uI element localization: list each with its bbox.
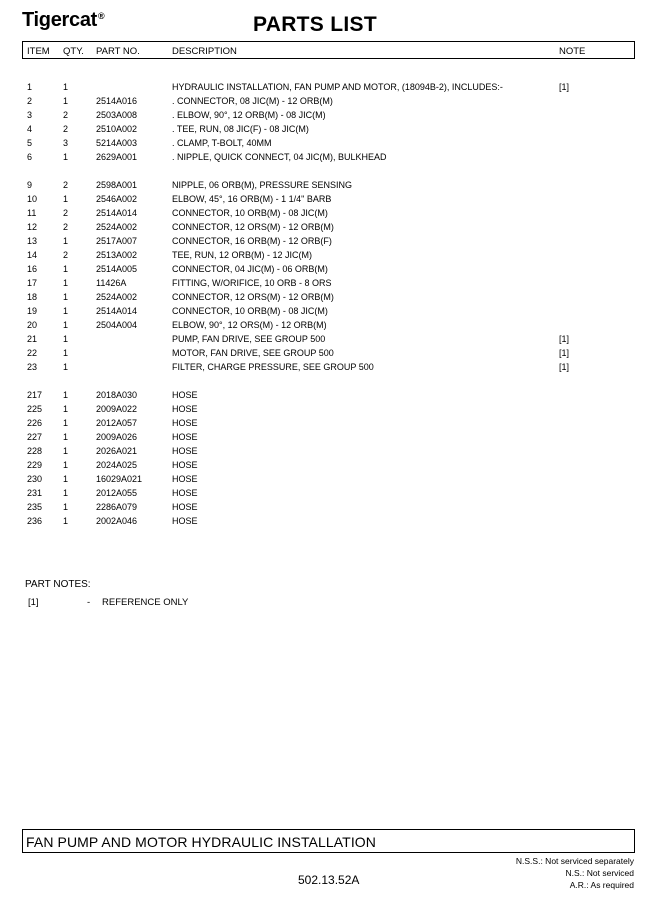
legend-ar: A.R.: As required	[569, 880, 634, 890]
part-number: 2009A026	[96, 432, 138, 442]
quantity: 2	[63, 110, 69, 120]
item-number: 235	[27, 502, 43, 512]
description: . ELBOW, 90°, 12 ORB(M) - 08 JIC(M)	[172, 110, 326, 120]
table-row	[0, 290, 649, 304]
quantity: 2	[63, 208, 69, 218]
part-number: 2503A008	[96, 110, 138, 120]
quantity: 1	[63, 488, 69, 498]
description: ELBOW, 90°, 12 ORS(M) - 12 ORB(M)	[172, 320, 327, 330]
part-number: 2018A030	[96, 390, 138, 400]
description: . TEE, RUN, 08 JIC(F) - 08 JIC(M)	[172, 124, 309, 134]
description: MOTOR, FAN DRIVE, SEE GROUP 500	[172, 348, 334, 358]
parts-table-body	[0, 80, 649, 528]
part-number: 2524A002	[96, 222, 138, 232]
note-ref: [1]	[559, 82, 570, 92]
quantity: 1	[63, 390, 69, 400]
item-number: 3	[27, 110, 33, 120]
part-number: 2026A021	[96, 446, 138, 456]
part-number: 2024A025	[96, 460, 138, 470]
table-row	[0, 332, 649, 346]
description: HOSE	[172, 446, 198, 456]
service-legend	[516, 855, 634, 891]
table-row	[0, 262, 649, 276]
note-ref: [1]	[559, 362, 570, 372]
quantity: 1	[63, 460, 69, 470]
table-row	[0, 80, 649, 94]
part-note-text: REFERENCE ONLY	[102, 597, 189, 608]
part-number: 2510A002	[96, 124, 138, 134]
item-number: 229	[27, 460, 43, 470]
part-notes-title: PART NOTES:	[25, 579, 91, 590]
table-row	[0, 472, 649, 486]
page-number: 502.13.52A	[298, 873, 360, 887]
description: HOSE	[172, 390, 198, 400]
table-row	[0, 234, 649, 248]
table-header	[22, 41, 635, 59]
quantity: 1	[63, 96, 69, 106]
item-number: 14	[27, 250, 38, 260]
quantity: 2	[63, 250, 69, 260]
item-number: 16	[27, 264, 38, 274]
description: TEE, RUN, 12 ORB(M) - 12 JIC(M)	[172, 250, 313, 260]
description: PUMP, FAN DRIVE, SEE GROUP 500	[172, 334, 326, 344]
item-number: 12	[27, 222, 38, 232]
description: HOSE	[172, 488, 198, 498]
note-ref: [1]	[559, 334, 570, 344]
registered-mark: ®	[98, 11, 105, 21]
item-number: 13	[27, 236, 38, 246]
description: HOSE	[172, 432, 198, 442]
quantity: 1	[63, 362, 69, 372]
description: HOSE	[172, 460, 198, 470]
quantity: 1	[63, 516, 69, 526]
description: HOSE	[172, 418, 198, 428]
quantity: 1	[63, 152, 69, 162]
table-row	[0, 318, 649, 332]
item-number: 19	[27, 306, 38, 316]
table-row	[0, 444, 649, 458]
part-number: 2546A002	[96, 194, 138, 204]
description: NIPPLE, 06 ORB(M), PRESSURE SENSING	[172, 180, 353, 190]
column-header-part-no: PART NO.	[96, 46, 140, 57]
part-number: 2012A055	[96, 488, 138, 498]
part-number: 2517A007	[96, 236, 138, 246]
part-number: 2504A004	[96, 320, 138, 330]
table-row	[0, 402, 649, 416]
quantity: 1	[63, 418, 69, 428]
table-row	[0, 150, 649, 164]
description: . CONNECTOR, 08 JIC(M) - 12 ORB(M)	[172, 96, 333, 106]
column-header-qty: QTY.	[63, 46, 84, 57]
part-number: 2002A046	[96, 516, 138, 526]
part-number: 16029A021	[96, 474, 143, 484]
part-number: 2513A002	[96, 250, 138, 260]
item-number: 4	[27, 124, 33, 134]
description: ELBOW, 45°, 16 ORB(M) - 1 1/4" BARB	[172, 194, 332, 204]
item-number: 228	[27, 446, 43, 456]
item-number: 231	[27, 488, 43, 498]
part-number: 2286A079	[96, 502, 138, 512]
table-row	[0, 304, 649, 318]
item-number: 17	[27, 278, 38, 288]
table-row	[0, 248, 649, 262]
part-note-ref: [1]	[28, 597, 39, 608]
column-header-description: DESCRIPTION	[172, 46, 237, 57]
item-number: 23	[27, 362, 38, 372]
table-row	[0, 206, 649, 220]
table-row	[0, 360, 649, 374]
quantity: 1	[63, 334, 69, 344]
description: HOSE	[172, 404, 198, 414]
group-spacer	[0, 374, 649, 388]
note-ref: [1]	[559, 348, 570, 358]
description: HOSE	[172, 474, 198, 484]
description: CONNECTOR, 16 ORB(M) - 12 ORB(F)	[172, 236, 332, 246]
group-spacer	[0, 164, 649, 178]
quantity: 1	[63, 404, 69, 414]
description: CONNECTOR, 10 ORB(M) - 08 JIC(M)	[172, 208, 328, 218]
quantity: 1	[63, 320, 69, 330]
item-number: 10	[27, 194, 38, 204]
page-title: PARTS LIST	[253, 13, 377, 36]
description: CONNECTOR, 04 JIC(M) - 06 ORB(M)	[172, 264, 328, 274]
table-row	[0, 178, 649, 192]
item-number: 227	[27, 432, 43, 442]
table-row	[0, 108, 649, 122]
table-row	[0, 388, 649, 402]
quantity: 1	[63, 502, 69, 512]
quantity: 1	[63, 446, 69, 456]
part-note-dash: -	[87, 597, 91, 608]
table-row	[0, 276, 649, 290]
description: HYDRAULIC INSTALLATION, FAN PUMP AND MOTOR, (18094B-2), INCLUDES:-	[172, 82, 503, 92]
legend-nss: N.S.S.: Not serviced separately	[515, 856, 634, 866]
description: . NIPPLE, QUICK CONNECT, 04 JIC(M), BULKHEAD	[172, 152, 387, 162]
quantity: 1	[63, 82, 69, 92]
description: HOSE	[172, 516, 198, 526]
quantity: 1	[63, 306, 69, 316]
table-row	[0, 416, 649, 430]
quantity: 1	[63, 348, 69, 358]
part-number: 2598A001	[96, 180, 138, 190]
quantity: 1	[63, 236, 69, 246]
part-number: 11426A	[96, 278, 127, 288]
item-number: 226	[27, 418, 43, 428]
part-number: 2524A002	[96, 292, 138, 302]
part-number: 2514A005	[96, 264, 138, 274]
legend-ns: N.S.: Not serviced	[565, 868, 634, 878]
quantity: 1	[63, 474, 69, 484]
table-row	[0, 458, 649, 472]
part-number: 2514A016	[96, 96, 138, 106]
quantity: 1	[63, 278, 69, 288]
description: FITTING, W/ORIFICE, 10 ORB - 8 ORS	[172, 278, 332, 288]
table-row	[0, 94, 649, 108]
item-number: 2	[27, 96, 33, 106]
quantity: 2	[63, 222, 69, 232]
part-number: 2514A014	[96, 208, 138, 218]
quantity: 1	[63, 432, 69, 442]
description: CONNECTOR, 12 ORS(M) - 12 ORB(M)	[172, 222, 334, 232]
section-title-box	[22, 829, 635, 853]
description: HOSE	[172, 502, 198, 512]
table-row	[0, 500, 649, 514]
table-row	[0, 122, 649, 136]
item-number: 1	[27, 82, 33, 92]
table-row	[0, 192, 649, 206]
column-header-item: ITEM	[27, 46, 50, 57]
quantity: 2	[63, 124, 69, 134]
column-header-note: NOTE	[559, 46, 586, 57]
part-number: 5214A003	[96, 138, 138, 148]
item-number: 21	[27, 334, 38, 344]
item-number: 9	[27, 180, 33, 190]
table-row	[0, 486, 649, 500]
part-number: 2629A001	[96, 152, 138, 162]
item-number: 217	[27, 390, 43, 400]
quantity: 1	[63, 264, 69, 274]
table-row	[0, 514, 649, 528]
item-number: 236	[27, 516, 43, 526]
item-number: 5	[27, 138, 33, 148]
item-number: 225	[27, 404, 43, 414]
description: CONNECTOR, 12 ORS(M) - 12 ORB(M)	[172, 292, 334, 302]
quantity: 3	[63, 138, 69, 148]
table-row	[0, 346, 649, 360]
quantity: 1	[63, 194, 69, 204]
item-number: 22	[27, 348, 38, 358]
brand-logo: Tigercat®	[22, 9, 105, 31]
table-row	[0, 430, 649, 444]
part-number: 2514A014	[96, 306, 138, 316]
item-number: 20	[27, 320, 38, 330]
item-number: 6	[27, 152, 33, 162]
quantity: 2	[63, 180, 69, 190]
description: FILTER, CHARGE PRESSURE, SEE GROUP 500	[172, 362, 374, 372]
item-number: 230	[27, 474, 43, 484]
part-number: 2012A057	[96, 418, 138, 428]
description: CONNECTOR, 10 ORB(M) - 08 JIC(M)	[172, 306, 328, 316]
description: . CLAMP, T-BOLT, 40MM	[172, 138, 272, 148]
section-title: FAN PUMP AND MOTOR HYDRAULIC INSTALLATION	[26, 834, 377, 850]
table-row	[0, 136, 649, 150]
part-number: 2009A022	[96, 404, 138, 414]
quantity: 1	[63, 292, 69, 302]
item-number: 11	[27, 208, 37, 218]
table-row	[0, 220, 649, 234]
item-number: 18	[27, 292, 38, 302]
